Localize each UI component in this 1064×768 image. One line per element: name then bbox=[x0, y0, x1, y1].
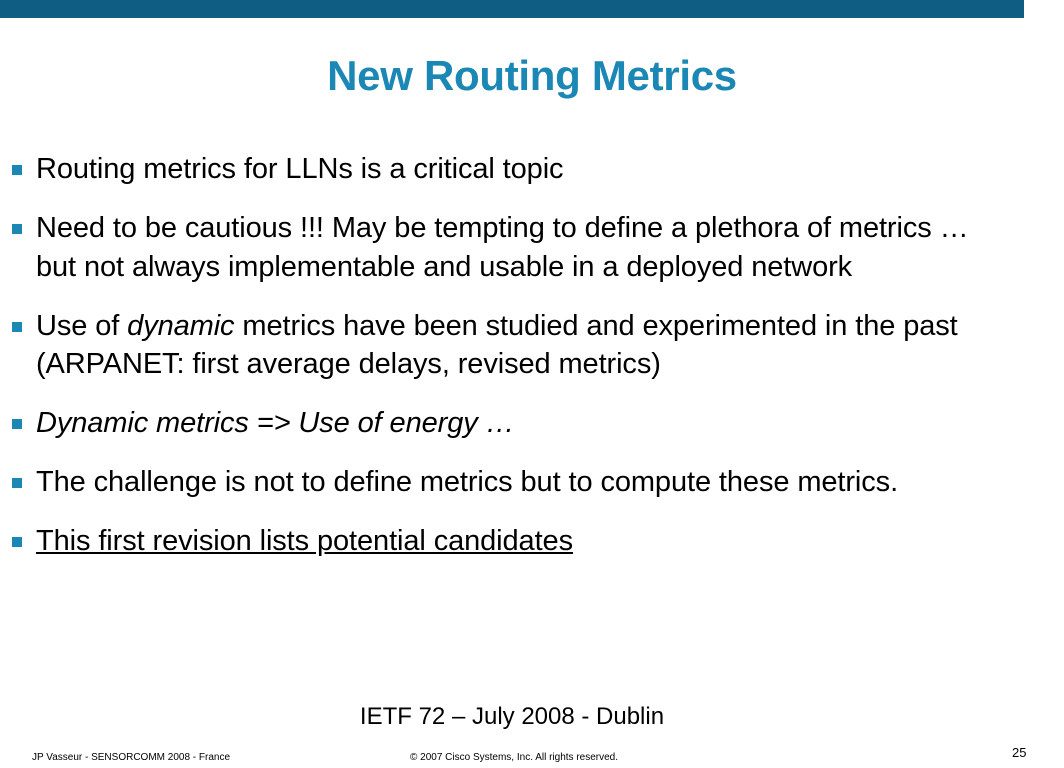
footer-event: IETF 72 – July 2008 - Dublin bbox=[359, 703, 665, 730]
footer-copyright: © 2007 Cisco Systems, Inc. All rights reserved. bbox=[410, 752, 619, 763]
bullet-item bbox=[36, 209, 1011, 286]
bullet-text: Routing metrics for LLNs is a critical topic bbox=[36, 153, 564, 185]
page-number: 25 bbox=[1012, 745, 1027, 760]
bullet-item bbox=[36, 150, 1011, 189]
bullet-item bbox=[36, 307, 1011, 384]
bullet-item bbox=[36, 463, 1011, 502]
bullet-text: Use of bbox=[36, 309, 128, 342]
footer-author: JP Vasseur - SENSORCOMM 2008 - France bbox=[32, 752, 231, 763]
bullet-list bbox=[36, 150, 1011, 581]
square-bullet-icon bbox=[12, 537, 22, 547]
square-bullet-icon bbox=[12, 322, 22, 332]
bullet-text: Need to be cautious !!! May be tempting to define a plethora of metrics … but not always implementable and usable in a deployed network bbox=[36, 212, 969, 283]
bullet-text-italic: Dynamic metrics => Use of energy … bbox=[36, 407, 515, 439]
bullet-text-underlined: This first revision lists potential candidates bbox=[36, 525, 573, 557]
bullet-text-italic: dynamic bbox=[127, 309, 235, 342]
square-bullet-icon bbox=[12, 224, 22, 234]
bullet-item bbox=[36, 404, 1011, 443]
slide-title: New Routing Metrics bbox=[327, 52, 737, 99]
bullet-text: metrics have been studied and experimented in the past (ARPANET: first average delays, revised metrics) bbox=[36, 309, 958, 380]
square-bullet-icon bbox=[12, 478, 22, 488]
top-banner-bar bbox=[0, 0, 1024, 18]
square-bullet-icon bbox=[12, 419, 22, 429]
bullet-item bbox=[36, 522, 1011, 561]
square-bullet-icon bbox=[12, 165, 22, 175]
bullet-text: The challenge is not to define metrics but to compute these metrics. bbox=[36, 466, 899, 498]
